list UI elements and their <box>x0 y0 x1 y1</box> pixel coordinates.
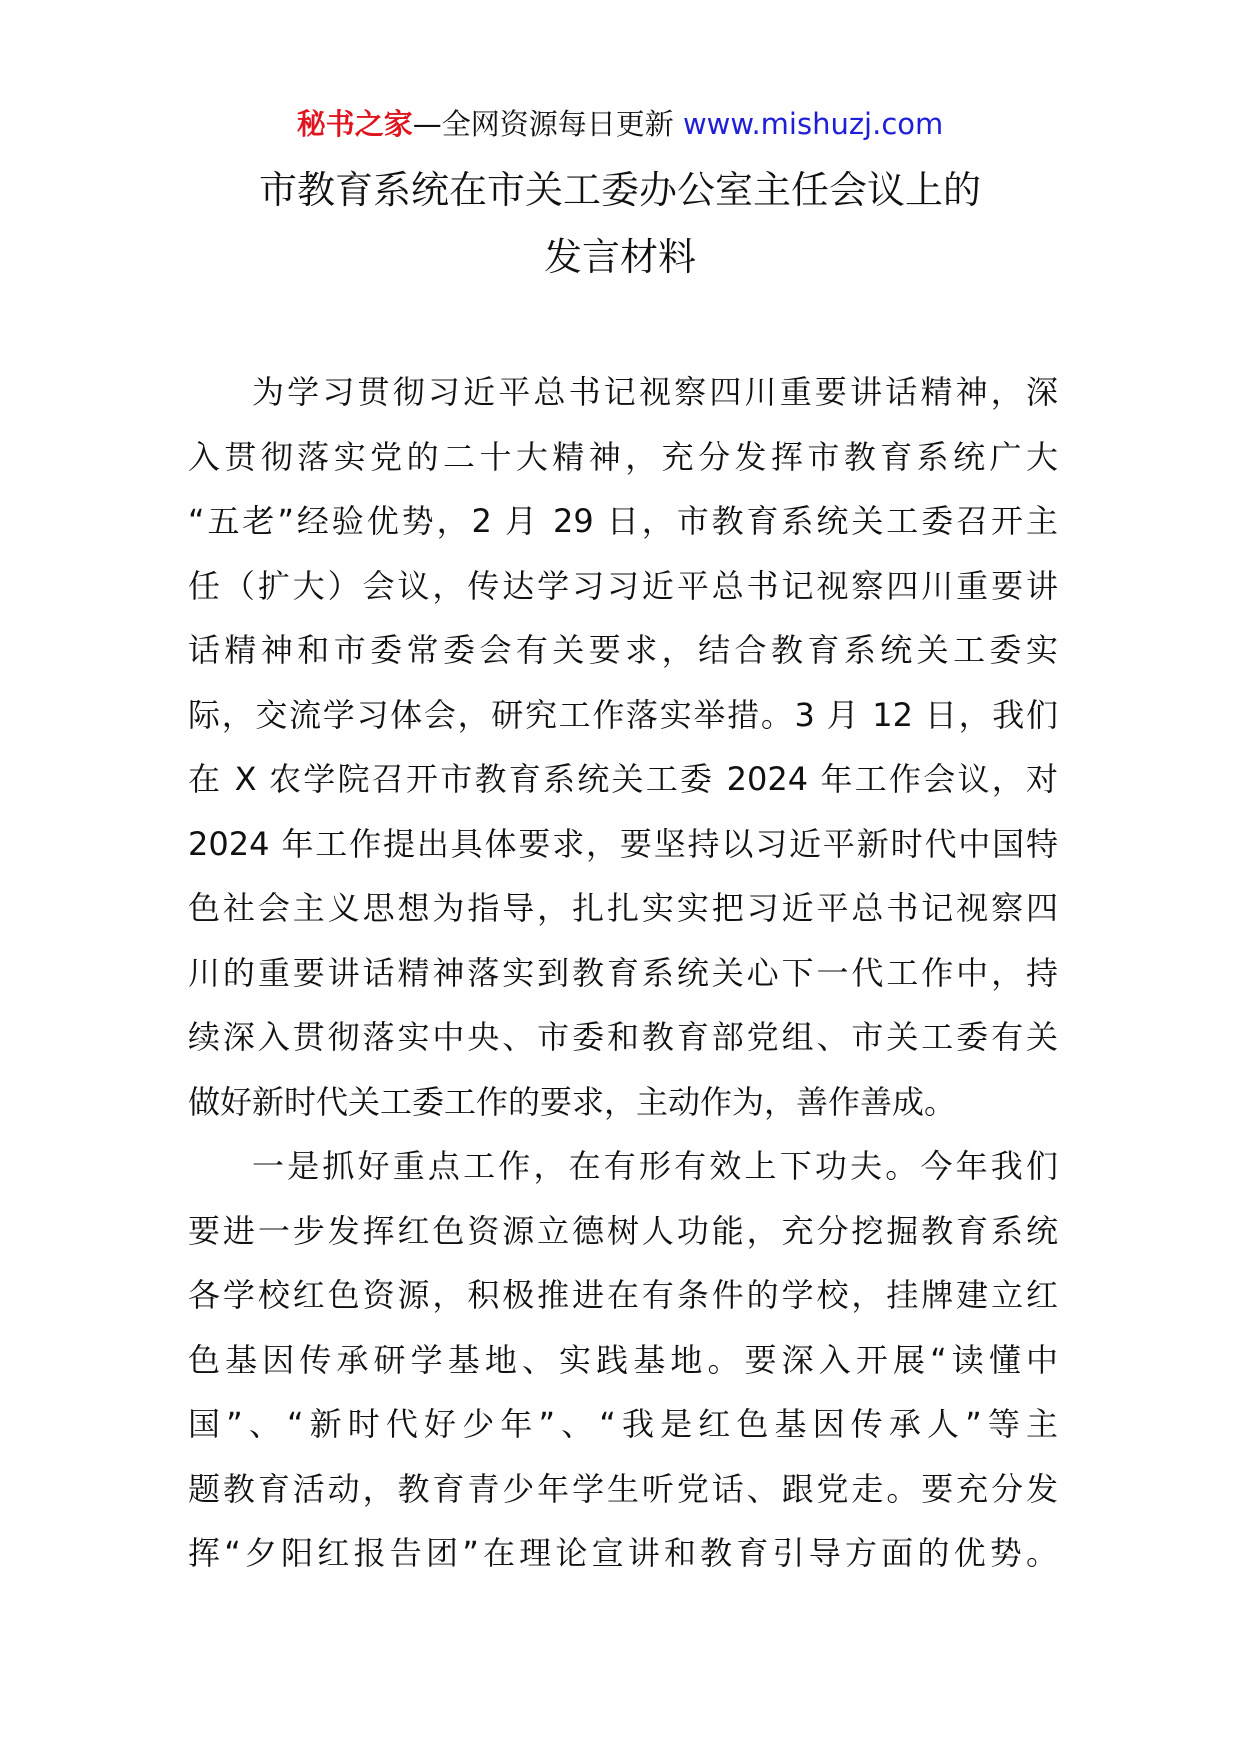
document-title-line-2: 发言材料 <box>543 235 696 279</box>
paragraph-line: 国”、“新时代好少年”、“我是红色基因传承人”等主 <box>188 1405 1058 1443</box>
site-url[interactable]: www.mishuzj.com <box>682 107 944 141</box>
paragraph-line: 际，交流学习体会，研究工作落实举措。3 月 12 日，我们 <box>188 695 1058 734</box>
paragraph-line: “五老”经验优势，2 月 29 日，市教育系统关工委召开主 <box>188 502 1058 540</box>
paragraph-line: 川的重要讲话精神落实到教育系统关心下一代工作中，持 <box>188 953 1058 992</box>
paragraph-line: 做好新时代关工委工作的要求，主动作为，善作善成。 <box>188 1082 957 1121</box>
paragraph-line: 各学校红色资源，积极推进在有条件的学校，挂牌建立红 <box>188 1276 1058 1314</box>
paragraph-line: 题教育活动，教育青少年学生听党话、跟党走。要充分发 <box>188 1469 1058 1508</box>
paragraph-line: 在 X 农学院召开市教育系统关工委 2024 年工作会议，对 <box>188 760 1058 798</box>
paragraph-line: 挥“夕阳红报告团”在理论宣讲和教育引导方面的优势。 <box>188 1534 1058 1572</box>
paragraph-line: 色社会主义思想为指导，扎扎实实把习近平总书记视察四 <box>188 889 1058 927</box>
site-header <box>0 104 1240 144</box>
paragraph-line: 续深入贯彻落实中央、市委和教育部党组、市关工委有关 <box>188 1018 1058 1056</box>
paragraph-line: 任（扩大）会议，传达学习习近平总书记视察四川重要讲 <box>188 566 1058 605</box>
brand-name: 秘书之家 <box>296 107 413 141</box>
paragraph-line: 色基因传承研学基地、实践基地。要深入开展“读懂中 <box>188 1340 1058 1379</box>
paragraph-line: 一是抓好重点工作，在有形有效上下功夫。今年我们 <box>252 1147 1058 1185</box>
paragraph-line: 2024 年工作提出具体要求，要坚持以习近平新时代中国特 <box>188 824 1058 863</box>
paragraph-line: 为学习贯彻习近平总书记视察四川重要讲话精神，深 <box>252 373 1058 411</box>
header-tagline: —全网资源每日更新 <box>412 107 674 141</box>
paragraph-line: 入贯彻落实党的二十大精神，充分发挥市教育系统广大 <box>188 437 1058 476</box>
document-title-line-1: 市教育系统在市关工委办公室主任会议上的 <box>258 168 981 212</box>
paragraph-line: 话精神和市委常委会有关要求，结合教育系统关工委实 <box>188 631 1058 669</box>
paragraph-line: 要进一步发挥红色资源立德树人功能，充分挖掘教育系统 <box>188 1211 1058 1250</box>
document-body <box>188 360 1058 1586</box>
